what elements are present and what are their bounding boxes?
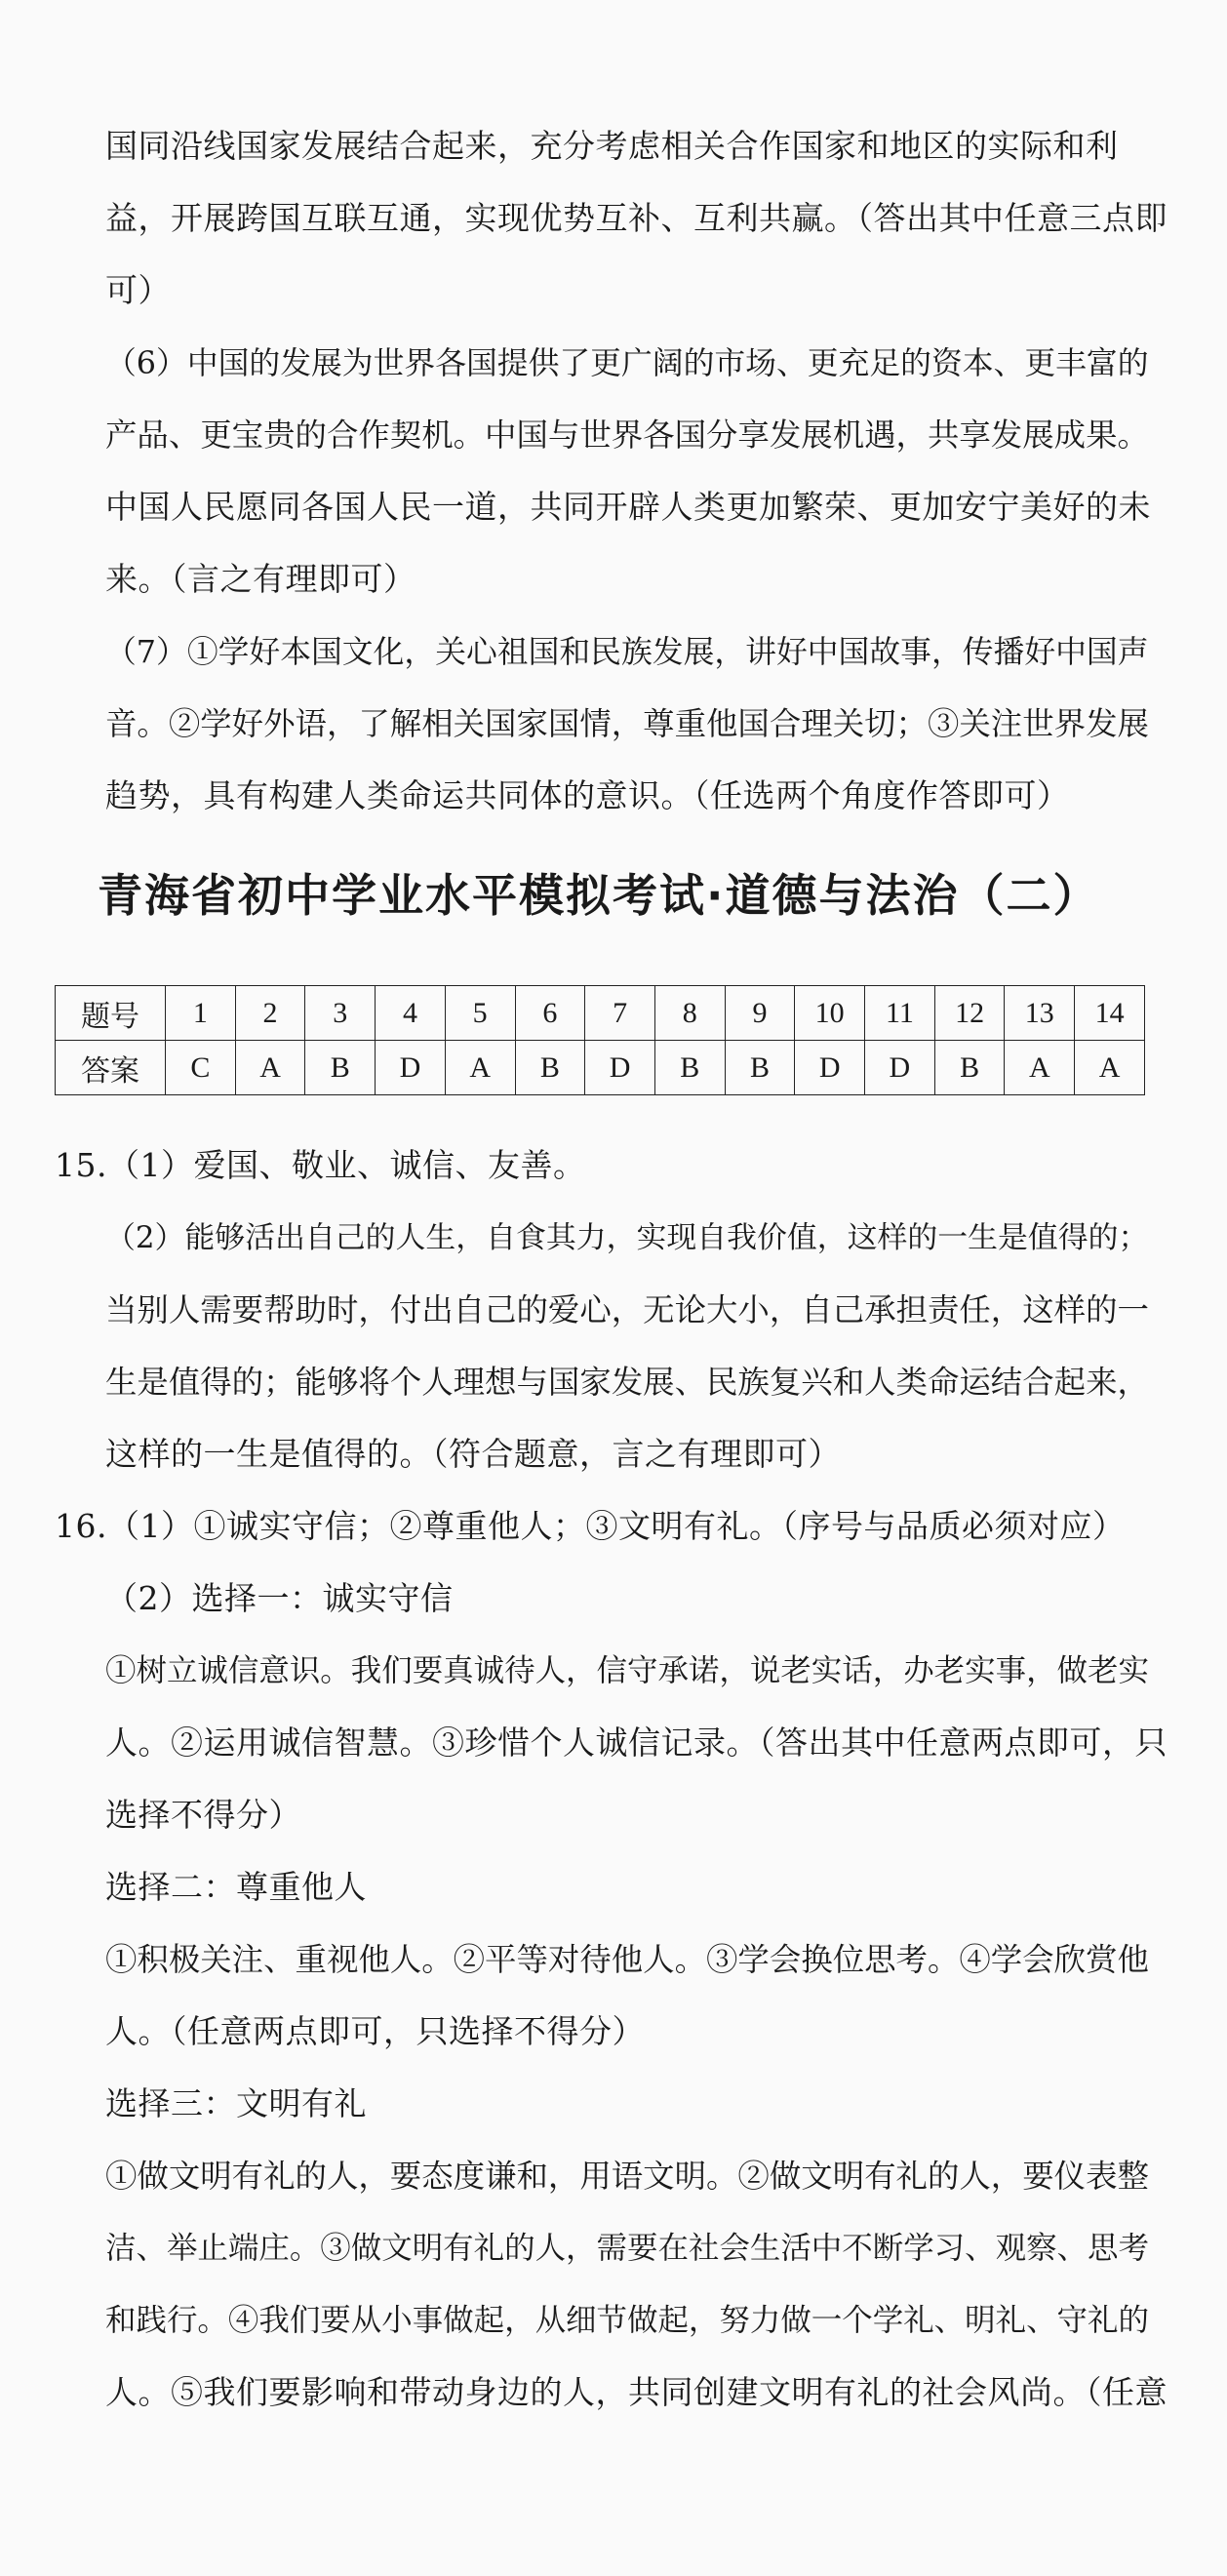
answer-row (56, 1041, 1145, 1095)
answer-cell: D (865, 1041, 935, 1095)
question-number: 7 (585, 986, 655, 1041)
question-number: 5 (445, 986, 515, 1041)
question-number: 11 (865, 986, 935, 1041)
choice-heading: 选择二：尊重他人 (105, 1868, 367, 1906)
row-header-question: 题号 (56, 986, 166, 1041)
question-number: 10 (795, 986, 865, 1041)
text-line: 和践行。④我们要从小事做起，从细节做起，努力做一个学礼、明礼、守礼的 (105, 2303, 1149, 2338)
question-15-part-1: 15.（1）爱国、敬业、诚信、友善。 (55, 1146, 586, 1184)
row-header-answer: 答案 (56, 1041, 166, 1095)
text-line: 产品、更宝贵的合作契机。中国与世界各国分享发展机遇，共享发展成果。 (105, 416, 1149, 454)
choice-heading: 选择三：文明有礼 (105, 2084, 367, 2122)
question-number: 6 (515, 986, 585, 1041)
question-number: 12 (934, 986, 1005, 1041)
answer-cell: A (1005, 1041, 1075, 1095)
question-number: 3 (305, 986, 376, 1041)
answer-cell: C (166, 1041, 236, 1095)
text-line: 这样的一生是值得的。（符合题意，言之有理即可） (105, 1435, 841, 1473)
question-number: 14 (1075, 986, 1145, 1041)
text-line: ①积极关注、重视他人。②平等对待他人。③学会换位思考。④学会欣赏他 (105, 1941, 1149, 1978)
text-line: 洁、举止端庄。③做文明有礼的人，需要在社会生活中不断学习、观察、思考 (105, 2231, 1149, 2266)
text-line: （2）能够活出自己的人生，自食其力，实现自我价值，这样的一生是值得的； (105, 1220, 1149, 1255)
answer-cell: B (305, 1041, 376, 1095)
text-line: ①做文明有礼的人，要态度谦和，用语文明。②做文明有礼的人，要仪表整 (105, 2158, 1149, 2195)
answer-cell: B (725, 1041, 795, 1095)
text-line: （6）中国的发展为世界各国提供了更广阔的市场、更充足的资本、更丰富的 (105, 344, 1149, 381)
text-line: 当别人需要帮助时，付出自己的爱心，无论大小，自己承担责任，这样的一 (105, 1291, 1149, 1328)
text-line: 人。②运用诚信智慧。③珍惜个人诚信记录。（答出其中任意两点即可，只 (105, 1724, 1168, 1762)
text-line: 选择不得分） (105, 1796, 301, 1834)
answer-cell: D (795, 1041, 865, 1095)
text-line: 生是值得的；能够将个人理想与国家发展、民族复兴和人类命运结合起来， (105, 1364, 1149, 1401)
text-line: 来。（言之有理即可） (105, 560, 416, 598)
question-number: 2 (235, 986, 305, 1041)
answer-cell: A (1075, 1041, 1145, 1095)
question-number: 8 (654, 986, 725, 1041)
question-number: 9 (725, 986, 795, 1041)
answer-cell: B (515, 1041, 585, 1095)
text-line: 音。②学好外语，了解相关国家国情，尊重他国合理关切；③关注世界发展 (105, 705, 1149, 742)
text-line: 中国人民愿同各国人民一道，共同开辟人类更加繁荣、更加安宁美好的未 (105, 488, 1151, 526)
text-line: 国同沿线国家发展结合起来，充分考虑相关合作国家和地区的实际和利 (105, 127, 1119, 165)
text-line: （7）①学好本国文化，关心祖国和民族发展，讲好中国故事，传播好中国声 (105, 633, 1149, 670)
answer-cell: B (934, 1041, 1005, 1095)
question-number: 13 (1005, 986, 1075, 1041)
question-number: 4 (376, 986, 446, 1041)
question-number-row (56, 986, 1145, 1041)
text-line: 趋势，具有构建人类命运共同体的意识。（任选两个角度作答即可） (105, 776, 1070, 814)
text-line: 人。（任意两点即可，只选择不得分） (105, 2012, 645, 2050)
answer-cell: A (445, 1041, 515, 1095)
answer-cell: B (654, 1041, 725, 1095)
question-16-part-1: 16.（1）①诚实守信；②尊重他人；③文明有礼。（序号与品质必须对应） (55, 1507, 1126, 1545)
answer-cell: D (376, 1041, 446, 1095)
text-line: 人。⑤我们要影响和带动身边的人，共同创建文明有礼的社会风尚。（任意 (105, 2373, 1168, 2411)
answer-cell: D (585, 1041, 655, 1095)
question-number: 1 (166, 986, 236, 1041)
text-line: ①树立诚信意识。我们要真诚待人，信守承诺，说老实话，办老实事，做老实 (105, 1653, 1149, 1688)
answer-cell: A (235, 1041, 305, 1095)
choice-heading: （2）选择一：诚实守信 (105, 1579, 454, 1617)
answer-table (55, 985, 1145, 1095)
exam-title: 青海省初中学业水平模拟考试·道德与法治（二） (98, 869, 1100, 922)
text-line: 可） (105, 271, 171, 309)
text-line: 益，开展跨国互联互通，实现优势互补、互利共赢。（答出其中任意三点即 (105, 199, 1168, 237)
